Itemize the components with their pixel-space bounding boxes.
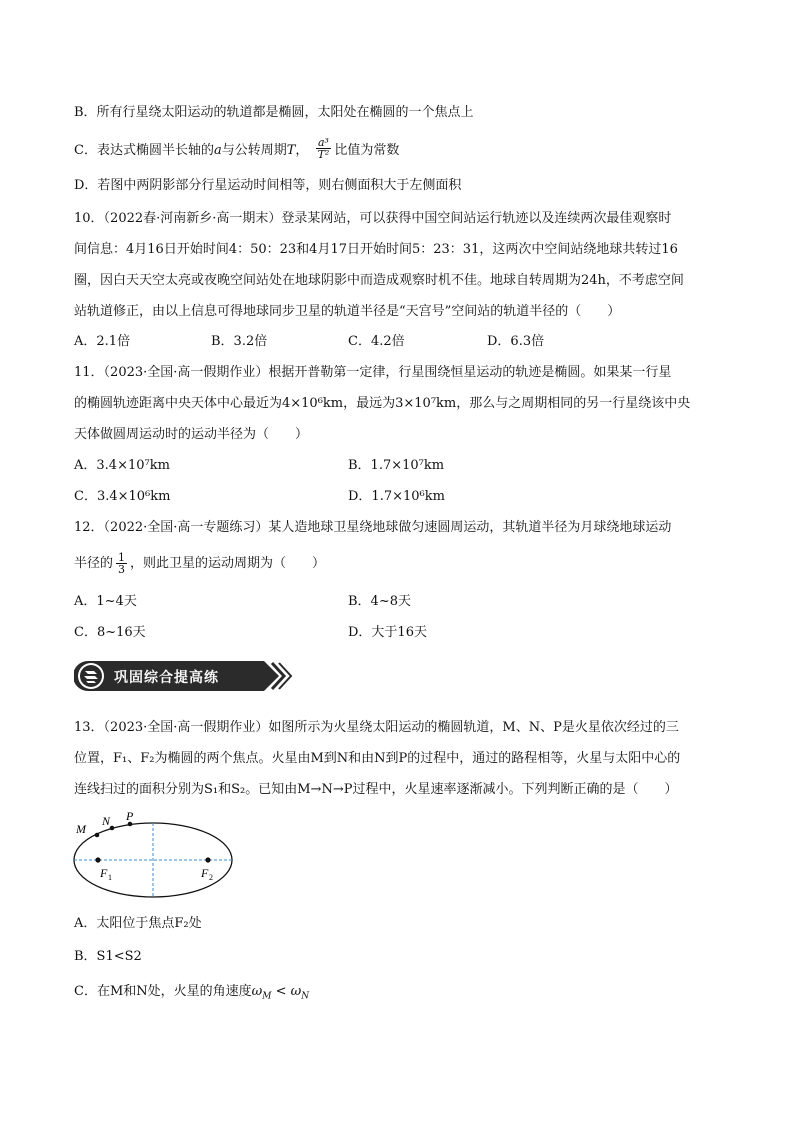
q9-option-c-mid: 与公转周期 <box>221 143 287 158</box>
q13-line3: 连线扫过的面积分别为S₁和S₂。已知由M→N→P过程中，火星速率逐渐减小。下列判断正确的是（ ） <box>74 782 678 797</box>
q12-line2-post: ，则此卫星的运动周期为（ ） <box>130 556 326 571</box>
q13-option-b: B．S1<S2 <box>74 949 142 964</box>
q9-option-d: D．若图中两阴影部分行星运动时间相等，则右侧面积大于左侧面积 <box>74 178 462 193</box>
q9-option-b: B．所有行星绕太阳运动的轨道都是椭圆，太阳处在椭圆的一个焦点上 <box>74 105 474 120</box>
q11-option-b: B．1.7×10⁷km <box>348 458 445 473</box>
q12-option-a: A．1~4天 <box>74 594 137 609</box>
q12-line1: 12．（2022·全国·高一专题练习）某人造地球卫星绕地球做匀速圆周运动，其轨道半径为月球绕地球运动 <box>74 520 672 535</box>
q10-option-c: C．4.2倍 <box>348 334 405 349</box>
q12-fraction <box>116 552 127 575</box>
q9-fraction <box>316 137 332 160</box>
q10-line1: 10．（2022春·河南新乡·高一期末）登录某网站，可以获得中国空间站运行轨迹以及连续两次最佳观察时 <box>74 211 672 226</box>
section-banner <box>74 659 294 693</box>
q10-option-b: B．3.2倍 <box>211 334 268 349</box>
q13-option-c <box>74 983 309 1006</box>
q12-option-b: B．4~8天 <box>348 594 411 609</box>
section-banner-title: 巩固综合提高练 <box>114 670 219 686</box>
focus-f2-point <box>205 857 210 862</box>
label-m: M <box>76 822 86 836</box>
q13-line1: 13．（2023·全国·高一假期作业）如图所示为火星绕太阳运动的椭圆轨道，M、N、P是火星依次经过的三 <box>74 720 679 735</box>
q13-option-c-pre: C．在M和N处，火星的角速度 <box>74 984 252 999</box>
q13-omega-m: ω <box>251 984 263 999</box>
q12-option-c: C．8~16天 <box>74 625 146 640</box>
q11-line3: 天体做圆周运动时的运动半径为（ ） <box>74 427 309 442</box>
q12-fraction-den: 3 <box>118 563 126 576</box>
q12-line2-pre: 半径的 <box>74 556 114 571</box>
orbit-diagram <box>70 806 240 902</box>
focus-f1-point <box>95 857 100 862</box>
q9-var-a: a <box>213 143 222 158</box>
q13-omega-n-sub: N <box>301 991 310 1002</box>
label-f2: F <box>201 866 209 880</box>
label-f1: F <box>100 866 108 880</box>
q11-option-c: C．3.4×10⁶km <box>74 489 171 504</box>
q9-fraction-den: T² <box>317 148 330 161</box>
point-m <box>95 833 100 838</box>
q9-fraction-num: a³ <box>316 137 332 149</box>
point-n <box>110 826 115 831</box>
q13-omega-m-sub: M <box>262 991 272 1002</box>
q10-line2: 间信息：4月16日开始时间4：50：23和4月17日开始时间5：23：31，这两次中空间站绕地球共转过16 <box>74 242 678 257</box>
q10-option-a: A．2.1倍 <box>74 334 131 349</box>
q9-option-c-pre: C．表达式椭圆半长轴的 <box>74 143 214 158</box>
q9-option-c-post: 比值为常数 <box>334 143 400 158</box>
q11-line2: 的椭圆轨迹距离中央天体中心最近为4×10⁶km，最远为3×10⁷km，那么与之周期相同的另一行星绕该中央 <box>74 396 691 411</box>
label-f1-sub: 1 <box>108 873 112 882</box>
q11-option-d: D．1.7×10⁶km <box>348 489 445 504</box>
q10-line4: 站轨道修正，由以上信息可得地球同步卫星的轨道半径是“天宫号”空间站的轨道半径的（ ） <box>74 304 621 319</box>
q13-omega-n: < ω <box>271 984 302 999</box>
q13-line2: 位置，F₁、F₂为椭圆的两个焦点。火星由M到N和由N到P的过程中，通过的路程相等，火星与太阳中心的 <box>74 751 681 766</box>
q10-line3: 圈，因白天天空太亮或夜晚空间站处在地球阴影中而造成观察时机不佳。地球自转周期为24h，不考虑空间 <box>74 273 684 288</box>
q13-option-a: A．太阳位于焦点F₂处 <box>74 916 202 931</box>
q9-var-T: T <box>286 143 296 158</box>
q9-option-c <box>74 136 400 162</box>
q12-option-d: D．大于16天 <box>348 625 427 640</box>
label-f2-sub: 2 <box>209 873 213 882</box>
q12-line2 <box>74 552 325 575</box>
q11-line1: 11．（2023·全国·高一假期作业）根据开普勒第一定律，行星围绕恒星运动的轨迹是椭圆。如果某一行星 <box>74 365 672 380</box>
q12-fraction-num: 1 <box>118 551 126 564</box>
label-p: P <box>126 809 134 823</box>
q10-option-d: D．6.3倍 <box>487 334 545 349</box>
q9-option-c-comma: ， <box>295 143 309 158</box>
q11-option-a: A．3.4×10⁷km <box>74 458 170 473</box>
label-n: N <box>102 814 111 828</box>
